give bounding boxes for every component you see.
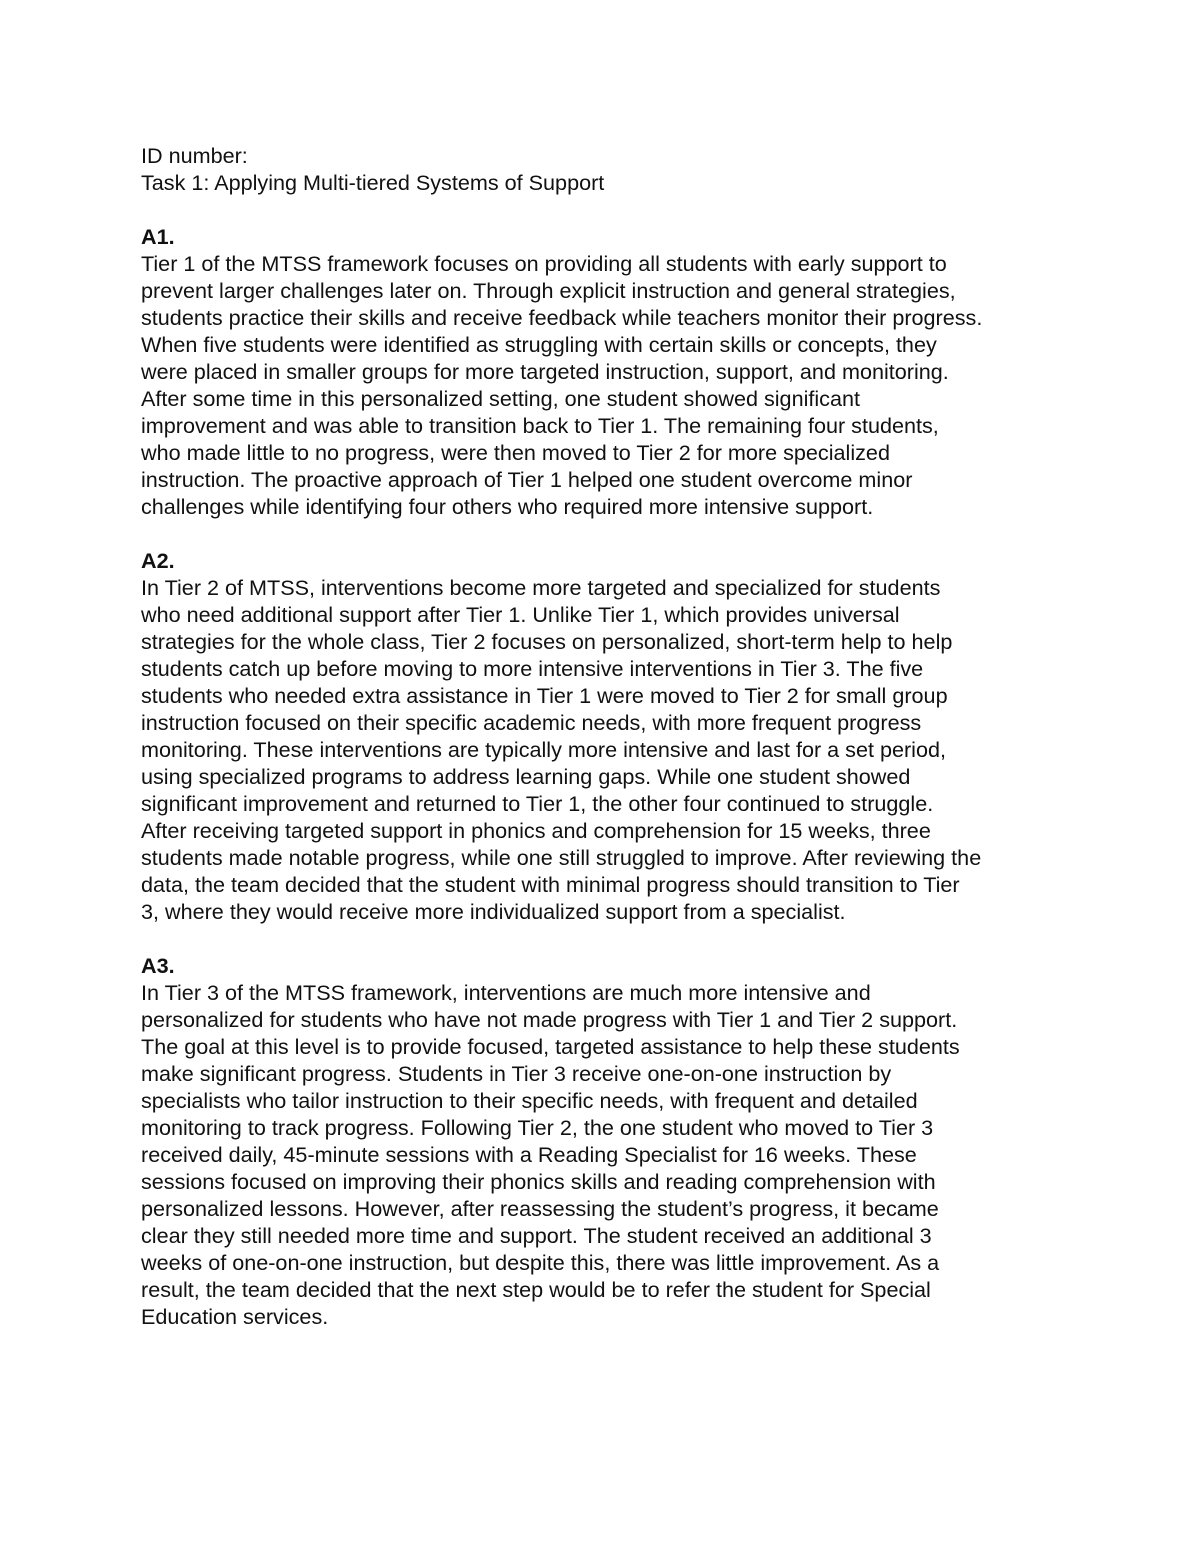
task-title: Task 1: Applying Multi-tiered Systems of Support bbox=[141, 170, 605, 195]
paragraph-line: students practice their skills and receive feedback while teachers monitor their progress. bbox=[141, 305, 983, 330]
paragraph-line: students made notable progress, while one still struggled to improve. After reviewing the bbox=[141, 845, 982, 870]
paragraph-line: using specialized programs to address learning gaps. While one student showed bbox=[141, 764, 911, 789]
paragraph-line: 3, where they would receive more individualized support from a specialist. bbox=[141, 899, 846, 924]
paragraph-line: specialists who tailor instruction to their specific needs, with frequent and detailed bbox=[141, 1088, 918, 1113]
section-heading-a1: A1. bbox=[141, 224, 175, 249]
paragraph-line: After some time in this personalized setting, one student showed significant bbox=[141, 386, 860, 411]
paragraph-line: received daily, 45-minute sessions with a Reading Specialist for 16 weeks. These bbox=[141, 1142, 917, 1167]
section-a1 bbox=[141, 223, 1071, 520]
section-a2-paragraph bbox=[141, 574, 1071, 925]
paragraph-line: instruction focused on their specific academic needs, with more frequent progress bbox=[141, 710, 922, 735]
paragraph-line: make significant progress. Students in Tier 3 receive one-on-one instruction by bbox=[141, 1061, 892, 1086]
paragraph-line: After receiving targeted support in phonics and comprehension for 15 weeks, three bbox=[141, 818, 931, 843]
paragraph-line: data, the team decided that the student with minimal progress should transition to Tier bbox=[141, 872, 960, 897]
paragraph-line: When five students were identified as struggling with certain skills or concepts, they bbox=[141, 332, 937, 357]
paragraph-line: students who needed extra assistance in Tier 1 were moved to Tier 2 for small group bbox=[141, 683, 948, 708]
paragraph-line: clear they still needed more time and support. The student received an additional 3 bbox=[141, 1223, 932, 1248]
paragraph-line: Education services. bbox=[141, 1304, 329, 1329]
paragraph-line: personalized for students who have not made progress with Tier 1 and Tier 2 support. bbox=[141, 1007, 958, 1032]
spacer bbox=[141, 925, 1071, 952]
paragraph-line: students catch up before moving to more intensive interventions in Tier 3. The five bbox=[141, 656, 924, 681]
paragraph-line: Tier 1 of the MTSS framework focuses on providing all students with early support to bbox=[141, 251, 947, 276]
paragraph-line: were placed in smaller groups for more targeted instruction, support, and monitoring. bbox=[141, 359, 949, 384]
paragraph-line: improvement and was able to transition back to Tier 1. The remaining four students, bbox=[141, 413, 939, 438]
id-number-label: ID number: bbox=[141, 143, 248, 168]
paragraph-line: instruction. The proactive approach of Tier 1 helped one student overcome minor bbox=[141, 467, 913, 492]
paragraph-line: monitoring to track progress. Following Tier 2, the one student who moved to Tier 3 bbox=[141, 1115, 934, 1140]
paragraph-line: In Tier 3 of the MTSS framework, interventions are much more intensive and bbox=[141, 980, 871, 1005]
paragraph-line: challenges while identifying four others who required more intensive support. bbox=[141, 494, 874, 519]
paragraph-line: personalized lessons. However, after reassessing the student’s progress, it became bbox=[141, 1196, 939, 1221]
paragraph-line: result, the team decided that the next step would be to refer the student for Special bbox=[141, 1277, 931, 1302]
paragraph-line: sessions focused on improving their phonics skills and reading comprehension with bbox=[141, 1169, 936, 1194]
document-body bbox=[141, 142, 1071, 1330]
paragraph-line: significant improvement and returned to Tier 1, the other four continued to struggle. bbox=[141, 791, 934, 816]
section-a3-paragraph bbox=[141, 979, 1071, 1330]
section-heading-a2: A2. bbox=[141, 548, 175, 573]
paragraph-line: strategies for the whole class, Tier 2 focuses on personalized, short-term help to help bbox=[141, 629, 953, 654]
paragraph-line: monitoring. These interventions are typically more intensive and last for a set period, bbox=[141, 737, 946, 762]
paragraph-line: prevent larger challenges later on. Through explicit instruction and general strategies, bbox=[141, 278, 956, 303]
paragraph-line: who need additional support after Tier 1. Unlike Tier 1, which provides universal bbox=[141, 602, 900, 627]
section-a3 bbox=[141, 952, 1071, 1330]
paragraph-line: weeks of one-on-one instruction, but despite this, there was little improvement. As a bbox=[141, 1250, 940, 1275]
paragraph-line: The goal at this level is to provide focused, targeted assistance to help these students bbox=[141, 1034, 960, 1059]
section-heading-a3: A3. bbox=[141, 953, 175, 978]
spacer bbox=[141, 520, 1071, 547]
section-a1-paragraph bbox=[141, 250, 1071, 520]
spacer bbox=[141, 196, 1071, 223]
paragraph-line: who made little to no progress, were then moved to Tier 2 for more specialized bbox=[141, 440, 890, 465]
paragraph-line: In Tier 2 of MTSS, interventions become more targeted and specialized for students bbox=[141, 575, 941, 600]
section-a2 bbox=[141, 547, 1071, 925]
